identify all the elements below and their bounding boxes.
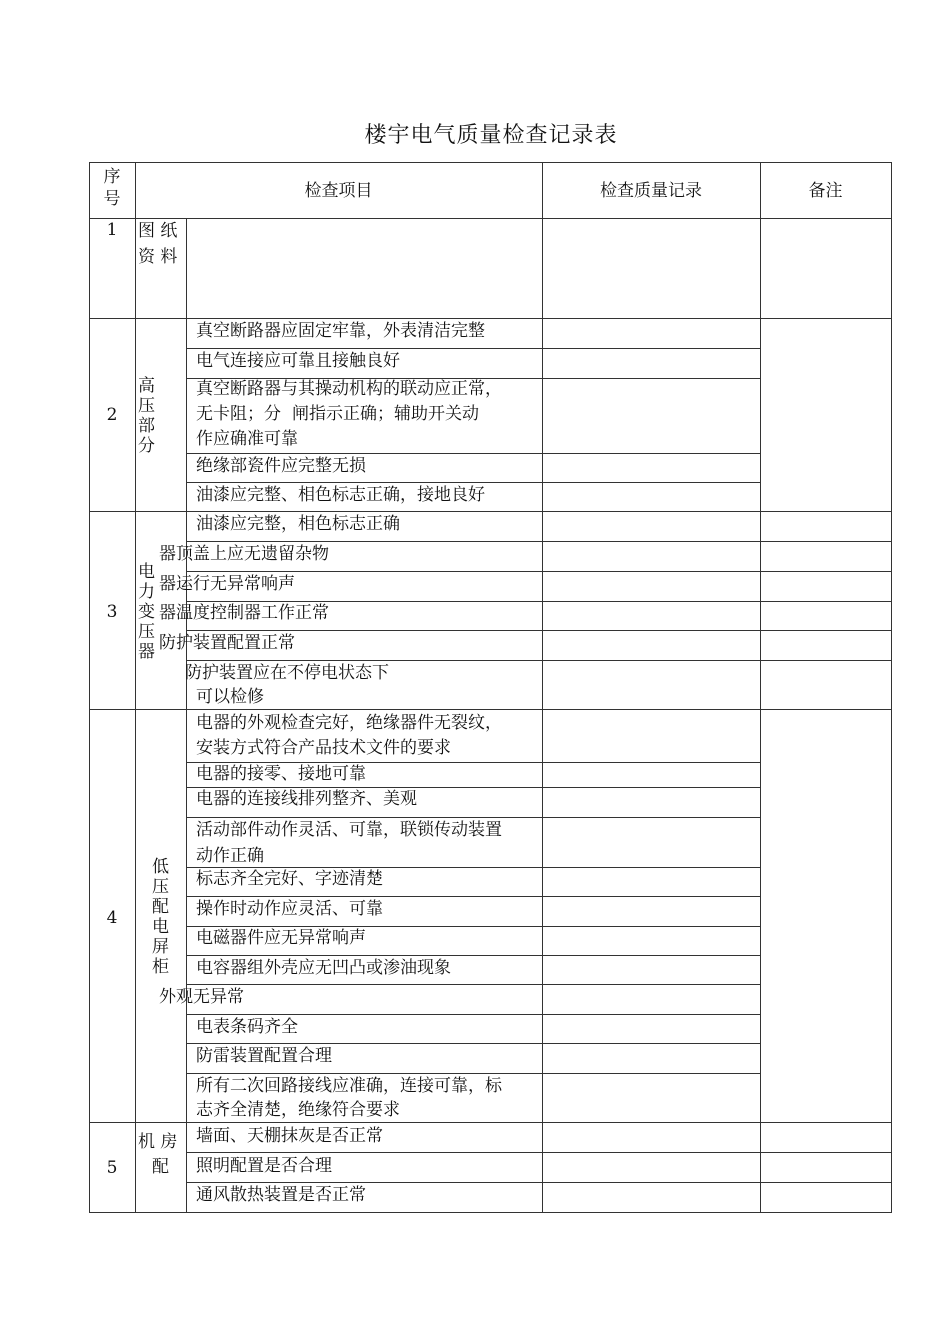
col-divider-seq [135,162,136,1213]
check-item: 无卡阻；分 [196,404,281,424]
check-item: 志齐全清楚，绝缘符合要求 [196,1100,400,1120]
section-category: 电 [138,562,155,582]
check-item: 通风散热装置是否正常 [196,1185,366,1205]
table-border-bottom [89,1212,892,1213]
check-item: 标志齐全完好、字迹清楚 [196,869,383,889]
check-item: 真空断路器与其操动机构的联动应正常， [196,379,502,399]
check-item: 操作时动作应灵活、可靠 [196,899,383,919]
section-category: 压 [138,622,155,642]
row-divider-3 [89,709,892,710]
check-item: 墙面、天棚抹灰是否正常 [196,1126,383,1146]
table-border-left [89,162,90,1213]
section-category: 资 料 [138,247,178,267]
check-item: 电器的连接线排列整齐、美观 [196,789,417,809]
col-divider-category [186,218,187,1213]
check-item: 防雷装置配置合理 [196,1046,332,1066]
section-category: 机 房 [138,1132,178,1152]
check-item: 防护装置配置正常 [159,633,295,653]
header-check-item: 检查项目 [304,181,373,201]
section-number: 4 [106,908,118,928]
sub-divider [186,1152,892,1153]
check-item: 器运行无异常响声 [159,574,295,594]
table-border-top [89,162,892,163]
check-item: 电表条码齐全 [196,1017,298,1037]
section-category: 力 [138,582,155,602]
check-item: 电容器组外壳应无凹凸或渗油现象 [196,958,451,978]
section-category: 高 [138,376,155,396]
section-category: 分 [138,436,155,456]
check-item: 真空断路器应固定牢靠，外表清洁完整 [196,321,485,341]
section-category: 器 [138,642,155,662]
check-item: 防护装置应在不停电状态下 [185,663,389,683]
check-item: 电气连接应可靠且接触良好 [196,351,400,371]
section-number: 1 [106,220,118,240]
check-item: 照明配置是否合理 [196,1156,332,1176]
section-number: 2 [106,405,118,425]
col-divider-remark [760,162,761,1213]
section-category: 变 [138,602,155,622]
section-category: 压 [152,877,169,897]
header-quality-record: 检查质量记录 [600,181,702,201]
section-category: 电 [152,917,169,937]
section-category: 压 [138,396,155,416]
check-item: 所有二次回路接线应准确，连接可靠，标 [196,1076,502,1096]
section-category: 柜 [152,957,169,977]
sub-divider [186,984,761,985]
check-item: 外观无异常 [159,987,244,1007]
check-item: 器顶盖上应无遗留杂物 [159,544,329,564]
check-item: 电器的外观检查完好，绝缘器件无裂纹， [196,713,502,733]
check-item: 可以检修 [196,687,264,707]
row-divider-4 [89,1122,892,1123]
section-category: 低 [152,857,169,877]
check-item: 作应确准可靠 [196,429,298,449]
col-divider-record [542,162,543,1213]
header-remark: 备注 [808,181,843,201]
check-item: 动作正确 [196,846,264,866]
check-item: 油漆应完整、相色标志正确，接地良好 [196,485,485,505]
section-category: 图 纸 [138,221,178,241]
check-item: 电磁器件应无异常响声 [196,928,366,948]
check-item: 油漆应完整，相色标志正确 [196,514,400,534]
section-category: 部 [138,416,155,436]
header-seq-line1: 序 [103,167,121,187]
section-category: 配 [152,897,169,917]
check-item: 器温度控制器工作正常 [159,603,329,623]
section-category: 屏 [152,937,169,957]
section-number: 5 [106,1158,118,1178]
inspection-table [89,162,892,1213]
check-item: 绝缘部瓷件应完整无损 [196,456,366,476]
table-border-right [891,162,892,1213]
check-item: 安装方式符合产品技术文件的要求 [196,738,451,758]
check-item: 闸指示正确；辅助开关动 [292,404,479,424]
section-category: 配 [152,1157,169,1177]
page-title: 楼宇电气质量检查记录表 [364,123,618,148]
section-number: 3 [106,602,118,622]
check-item: 电器的接零、接地可靠 [196,764,366,784]
header-divider [89,218,892,219]
check-item: 活动部件动作灵活、可靠，联锁传动装置 [196,820,502,840]
header-seq-line2: 号 [103,189,121,209]
